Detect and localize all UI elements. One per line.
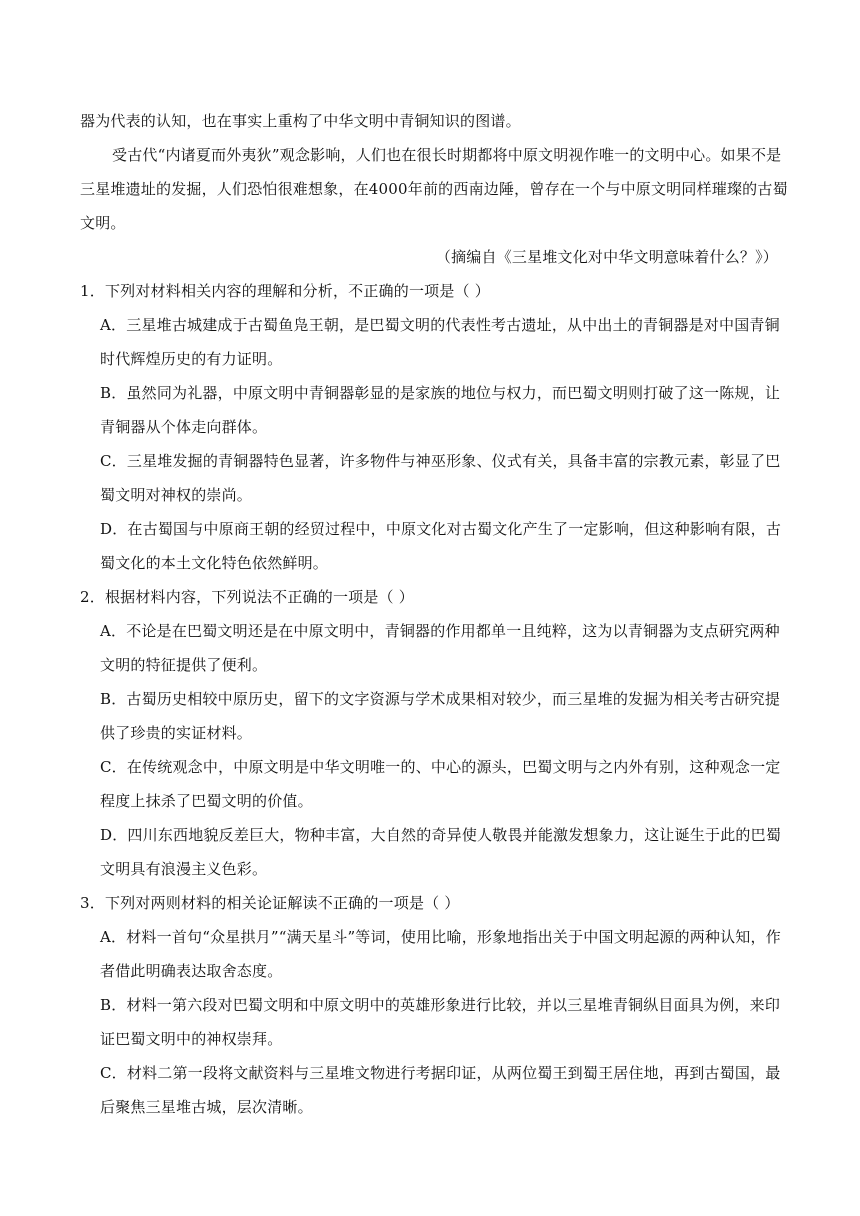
option-c[interactable]	[80, 1056, 781, 1124]
option-text: B．材料一第六段对巴蜀文明和中原文明中的英雄形象进行比较，并以三星堆青铜纵目面具为例，来印	[100, 996, 781, 1014]
option-text-continued: 证巴蜀文明中的神权崇拜。	[100, 1030, 283, 1048]
passage-source-citation: （摘编自《三星堆文化对中华文明意味着什么？》）	[435, 248, 778, 266]
option-text: B．虽然同为礼器，中原文明中青铜器彰显的是家族的地位与权力，而巴蜀文明则打破了这一陈规，让	[100, 384, 781, 402]
option-text: D．四川东西地貌反差巨大，物种丰富，大自然的奇异使人敬畏并能激发想象力，这让诞生于此的巴蜀	[100, 826, 782, 844]
option-c[interactable]	[80, 444, 781, 512]
option-c[interactable]	[80, 750, 781, 818]
option-a[interactable]	[80, 920, 781, 988]
option-text-continued: 供了珍贵的实证材料。	[100, 724, 253, 742]
option-b[interactable]	[80, 682, 781, 750]
passage-paragraph-start: 受古代“内诸夏而外夷狄”观念影响，人们也在很长时期都将中原文明视作唯一的文明中心。如果不是	[112, 146, 782, 164]
question-stem: 3．下列对两则材料的相关论证解读不正确的一项是（ ）	[80, 894, 460, 912]
document-page	[80, 104, 788, 1124]
option-text: D．在古蜀国与中原商王朝的经贸过程中，中原文化对古蜀文化产生了一定影响，但这种影响有限，古	[100, 520, 782, 538]
option-b[interactable]	[80, 376, 781, 444]
option-text-continued: 蜀文化的本土文化特色依然鲜明。	[100, 554, 329, 572]
question-stem: 2．根据材料内容，下列说法不正确的一项是（ ）	[80, 588, 414, 606]
question-3	[80, 886, 781, 1124]
option-text: C．在传统观念中，中原文明是中华文明唯一的、中心的源头，巴蜀文明与之内外有别，这种观念一定	[100, 758, 781, 776]
question-stem: 1．下列对材料相关内容的理解和分析，不正确的一项是（ ）	[80, 282, 490, 300]
option-text: B．古蜀历史相较中原历史，留下的文字资源与学术成果相对较少，而三星堆的发掘为相关考古研究提	[100, 690, 781, 708]
passage-line: 器为代表的认知，也在事实上重构了中华文明中青铜知识的图谱。	[80, 112, 521, 130]
passage-line: 文明。	[80, 214, 126, 232]
option-text-continued: 蜀文明对神权的崇尚。	[100, 486, 253, 504]
passage-line: 三星堆遗址的发掘，人们恐怕很难想象，在4000年前的西南边陲，曾存在一个与中原文明同样璀璨的古蜀	[80, 180, 788, 198]
option-b[interactable]	[80, 988, 781, 1056]
option-text-continued: 程度上抹杀了巴蜀文明的价值。	[100, 792, 313, 810]
option-text-continued: 后聚焦三星堆古城，层次清晰。	[100, 1098, 313, 1116]
option-text-continued: 文明具有浪漫主义色彩。	[100, 860, 268, 878]
option-text-continued: 文明的特征提供了便利。	[100, 656, 268, 674]
option-text: A．材料一首句“众星拱月”“满天星斗”等词，使用比喻，形象地指出关于中国文明起源的两种认知，作	[100, 928, 781, 946]
option-text: A．三星堆古城建成于古蜀鱼凫王朝，是巴蜀文明的代表性考古遗址，从中出土的青铜器是对中国青铜	[100, 316, 780, 334]
option-text-continued: 者借此明确表达取舍态度。	[100, 962, 283, 980]
option-text-continued: 时代辉煌历史的有力证明。	[100, 350, 283, 368]
option-text: C．材料二第一段将文献资料与三星堆文物进行考据印证，从两位蜀王到蜀王居住地，再到古蜀国，最	[100, 1064, 781, 1082]
option-text: A．不论是在巴蜀文明还是在中原文明中，青铜器的作用都单一且纯粹，这为以青铜器为支点研究两种	[100, 622, 780, 640]
option-a[interactable]	[80, 614, 778, 682]
question-2	[80, 580, 782, 886]
option-d[interactable]	[80, 818, 782, 886]
passage-excerpt	[80, 104, 788, 274]
question-1	[80, 274, 782, 580]
option-text-continued: 青铜器从个体走向群体。	[100, 418, 268, 436]
option-d[interactable]	[80, 512, 782, 580]
option-text: C．三星堆发掘的青铜器特色显著，许多物件与神巫形象、仪式有关，具备丰富的宗教元素，彰显了巴	[100, 452, 781, 470]
option-a[interactable]	[80, 308, 778, 376]
